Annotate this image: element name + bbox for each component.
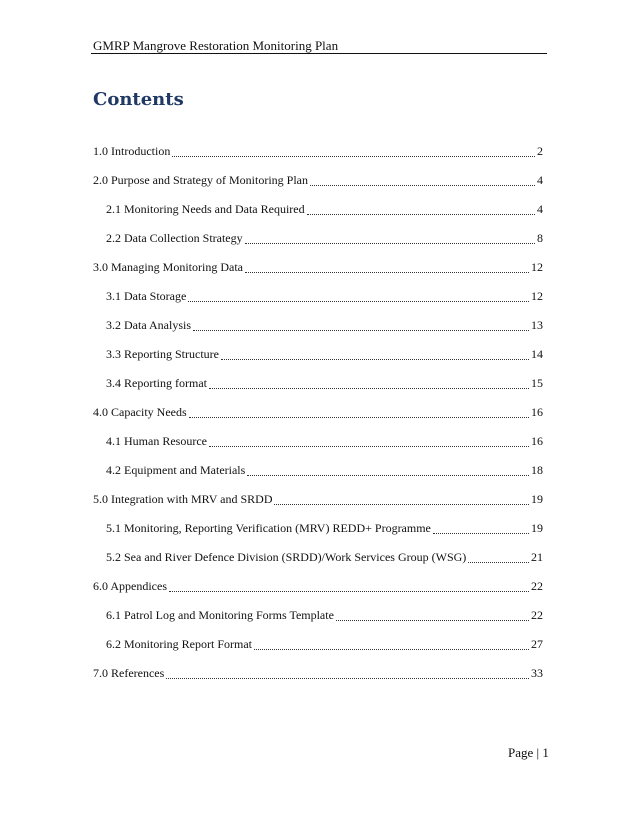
toc-entry[interactable]	[106, 347, 543, 363]
toc-entry[interactable]	[93, 666, 543, 682]
toc-entry-page: 4	[537, 173, 543, 187]
toc-entry-label: 5.0 Integration with MRV and SRDD	[93, 492, 273, 506]
toc-leader-dots	[209, 436, 529, 447]
toc-leader-dots	[188, 291, 529, 302]
toc-leader-dots	[166, 668, 529, 679]
toc-entry-page: 2	[537, 144, 543, 158]
toc-entry-page: 15	[531, 376, 543, 390]
toc-entry-label: 4.0 Capacity Needs	[93, 405, 187, 419]
toc-entry-label: 4.1 Human Resource	[106, 434, 207, 448]
toc-leader-dots	[254, 639, 529, 650]
toc-leader-dots	[221, 349, 529, 360]
toc-leader-dots	[169, 581, 529, 592]
toc-entry-page: 19	[531, 521, 543, 535]
page-number-footer: Page | 1	[508, 745, 549, 760]
toc-leader-dots	[193, 320, 529, 331]
toc-entry-label: 2.2 Data Collection Strategy	[106, 231, 243, 245]
toc-entry-page: 4	[537, 202, 543, 216]
toc-entry[interactable]	[106, 608, 543, 624]
toc-entry[interactable]	[106, 550, 543, 566]
toc-entry[interactable]	[106, 376, 543, 392]
toc-entry[interactable]	[106, 289, 543, 305]
toc-entry-page: 12	[531, 260, 543, 274]
toc-entry-page: 21	[531, 550, 543, 564]
toc-entry-label: 3.2 Data Analysis	[106, 318, 191, 332]
toc-entry-page: 19	[531, 492, 543, 506]
toc-entry-page: 16	[531, 434, 543, 448]
toc-entry-page: 27	[531, 637, 543, 651]
toc-entry[interactable]	[106, 463, 543, 479]
toc-entry-label: 5.1 Monitoring, Reporting Verification (MRV) REDD+ Programme	[106, 521, 431, 535]
toc-leader-dots	[307, 204, 535, 215]
toc-entry-page: 13	[531, 318, 543, 332]
toc-entry[interactable]	[93, 405, 543, 421]
toc-leader-dots	[189, 407, 529, 418]
toc-entry-label: 6.2 Monitoring Report Format	[106, 637, 252, 651]
toc-leader-dots	[310, 175, 535, 186]
toc-leader-dots	[245, 262, 529, 273]
toc-leader-dots	[274, 494, 529, 505]
toc-entry-label: 2.0 Purpose and Strategy of Monitoring Plan	[93, 173, 308, 187]
toc-entry-page: 22	[531, 579, 543, 593]
toc-leader-dots	[172, 146, 535, 157]
running-header-title: GMRP Mangrove Restoration Monitoring Plan	[93, 38, 339, 53]
toc-leader-dots	[245, 233, 535, 244]
toc-entry-label: 5.2 Sea and River Defence Division (SRDD)/Work Services Group (WSG)	[106, 550, 467, 564]
toc-entry-label: 3.0 Managing Monitoring Data	[93, 260, 243, 274]
toc-entry[interactable]	[93, 579, 543, 595]
toc-entry[interactable]	[106, 231, 543, 247]
toc-entry[interactable]	[106, 318, 543, 334]
toc-entry-label: 3.3 Reporting Structure	[106, 347, 219, 361]
toc-entry-page: 8	[537, 231, 543, 245]
toc-leader-dots	[209, 378, 529, 389]
toc-entry-label: 7.0 References	[93, 666, 165, 680]
toc-leader-dots	[336, 610, 529, 621]
toc-entry[interactable]	[106, 434, 543, 450]
toc-entry[interactable]	[93, 260, 543, 276]
toc-entry[interactable]	[93, 492, 543, 508]
toc-entry-label: 2.1 Monitoring Needs and Data Required	[106, 202, 305, 216]
toc-entry-label: 6.0 Appendices	[93, 579, 167, 593]
toc-entry[interactable]	[93, 144, 543, 160]
toc-entry-label: 1.0 Introduction	[93, 144, 171, 158]
toc-entry[interactable]	[93, 173, 543, 189]
toc-entry-page: 16	[531, 405, 543, 419]
toc-entry-label: 4.2 Equipment and Materials	[106, 463, 246, 477]
toc-entry-page: 33	[531, 666, 543, 680]
toc-leader-dots	[468, 552, 529, 563]
toc-entry-page: 12	[531, 289, 543, 303]
toc-entry-page: 22	[531, 608, 543, 622]
toc-entry[interactable]	[106, 202, 543, 218]
contents-heading: Contents	[93, 89, 184, 110]
toc-entry[interactable]	[106, 637, 543, 653]
toc-entry-label: 3.1 Data Storage	[106, 289, 187, 303]
toc-entry-label: 6.1 Patrol Log and Monitoring Forms Template	[106, 608, 334, 622]
toc-leader-dots	[433, 523, 529, 534]
toc-leader-dots	[247, 465, 529, 476]
toc-entry[interactable]	[106, 521, 543, 537]
toc-entry-page: 18	[531, 463, 543, 477]
toc-entry-page: 14	[531, 347, 543, 361]
toc-entry-label: 3.4 Reporting format	[106, 376, 207, 390]
